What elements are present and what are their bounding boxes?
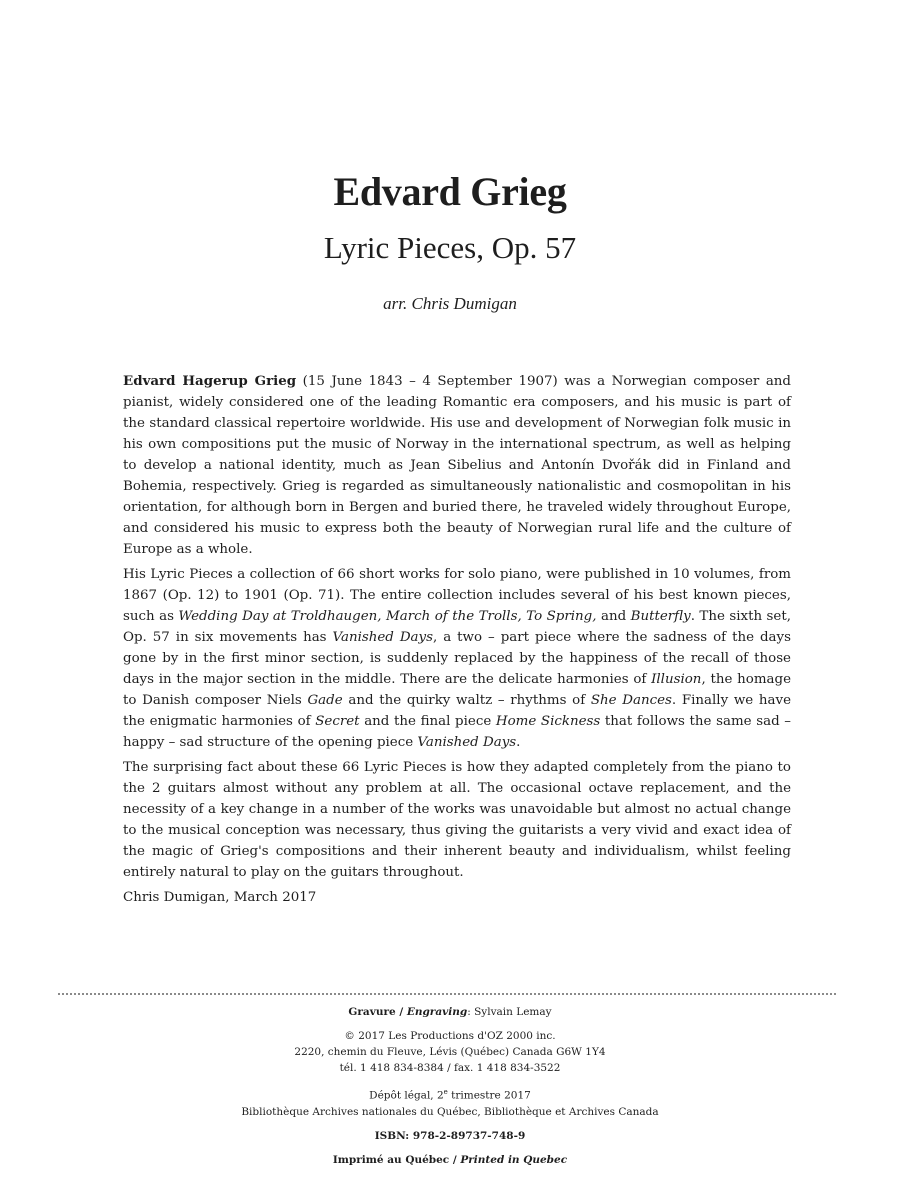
preface-paragraph — [123, 371, 791, 560]
engraving-label-en: Engraving — [406, 1006, 468, 1018]
deposit-prefix: Dépôt légal, 2 — [369, 1089, 444, 1102]
preface-text — [123, 371, 791, 912]
isbn: ISBN: 978-2-89737-748-9 — [374, 1129, 526, 1142]
printed-label-fr: Imprimé au Québec — [332, 1153, 450, 1166]
preface-paragraph — [123, 757, 791, 883]
deposit-suffix: trimestre 2017 — [447, 1089, 531, 1102]
paragraph-run: Vanished Days — [417, 735, 517, 750]
printed-separator: / — [449, 1153, 461, 1166]
paragraph-run: . The sixth set, Op. 57 in six movements has — [123, 609, 791, 645]
paragraph-run: Home Sickness — [495, 714, 601, 729]
paragraph-run: . — [516, 735, 521, 750]
paragraph-run: , a two – part piece where the sadness of the days gone by in the first minor section, is suddenly replaced by the happiness of the recall of those days in the major section in the middle. There are the delicate harmonies of — [123, 630, 791, 687]
arranger-credit: arr. Chris Dumigan — [383, 294, 517, 313]
paragraph-run: Edvard Hagerup Grieg — [123, 373, 297, 389]
engraving-credit — [0, 1004, 900, 1020]
paragraph-run: . Finally we have the enigmatic harmonies of — [123, 693, 791, 729]
deposit-superscript: e — [443, 1088, 448, 1096]
paragraph-run: Secret — [315, 714, 360, 729]
printed-label-en: Printed in Quebec — [460, 1153, 568, 1166]
preface-paragraphs — [123, 371, 791, 883]
paragraph-run: , the homage to Danish composer Niels — [123, 672, 791, 708]
paragraph-run: The surprising fact about these 66 Lyric Pieces is how they adapted completely from the piano to the 2 guitars almost without any problem at all. The occasional octave replacement, and the necessity of a key change in a number of the works was unavoidable but almost no actual change to the musical conception was necessary, thus giving the guitarists a very vivid and exact idea of the magic of Grieg's compositions and their inherent beauty and individualism, whilst feeling entirely natural to play on the guitars throughout. — [123, 760, 791, 880]
printed-in-block — [0, 1152, 900, 1168]
paragraph-run: Illusion — [651, 672, 702, 687]
engraver-name: : Sylvain Lemay — [467, 1006, 552, 1018]
paragraph-run: and the final piece — [359, 714, 496, 729]
paragraph-run: and the quirky waltz – rhythms of — [342, 693, 591, 708]
legal-deposit-block — [0, 1084, 900, 1120]
paragraph-run: (15 June 1843 – 4 September 1907) was a Norwegian composer and pianist, widely considered one of the leading Romantic era composers, and his music is part of the standard classical repertoire worldwide. His use and development of Norwegian folk music in his own compositions put the music of Norway in the international spectrum, as well as helping to develop a national identity, much as Jean Sibelius and Antonín Dvořák did in Finland and Bohemia, respectively. Grieg is regarded as simultaneously nationalistic and cosmopolitan in his orientation, for although born in Bergen and buried there, he traveled widely throughout Europe, and considered his music to express both the beauty of Norwegian rural life and the culture of Europe as a whole. — [123, 374, 792, 557]
paragraph-run: Gade — [307, 693, 343, 708]
preface-signature: Chris Dumigan, March 2017 — [123, 890, 317, 905]
engraving-label-fr: Gravure — [348, 1006, 396, 1018]
preface-paragraph — [123, 564, 791, 753]
paragraph-run: Butterfly — [630, 609, 691, 624]
colophon — [0, 1004, 900, 1172]
paragraph-run: Vanished Days — [332, 630, 433, 645]
publisher-block — [0, 1028, 900, 1076]
isbn-block — [0, 1128, 900, 1144]
libraries-line: Bibliothèque Archives nationales du Québec, Bibliothèque et Archives Canada — [241, 1105, 659, 1118]
phone-line: tél. 1 418 834-8384 / fax. 1 418 834-3522 — [339, 1062, 561, 1074]
engraving-separator: / — [395, 1006, 407, 1018]
paragraph-run: Wedding Day at Troldhaugen, March of the Trolls, To Spring, — [178, 609, 597, 624]
paragraph-run: that follows the same sad – happy – sad structure of the opening piece — [123, 714, 791, 750]
paragraph-run: His Lyric Pieces a collection of 66 short works for solo piano, were published in 10 volumes, from 1867 (Op. 12) to 1901 (Op. 71). The entire collection includes several of his best known pieces, such as — [123, 567, 791, 624]
composer-title: Edvard Grieg — [333, 169, 567, 214]
legal-deposit-line — [0, 1084, 900, 1104]
address-line: 2220, chemin du Fleuve, Lévis (Québec) Canada G6W 1Y4 — [294, 1046, 606, 1058]
copyright-line: © 2017 Les Productions d'OZ 2000 inc. — [344, 1030, 556, 1042]
dotted-divider — [58, 993, 836, 995]
work-title: Lyric Pieces, Op. 57 — [323, 230, 577, 265]
paragraph-run: She Dances — [590, 693, 672, 708]
paragraph-run: and — [596, 609, 631, 624]
